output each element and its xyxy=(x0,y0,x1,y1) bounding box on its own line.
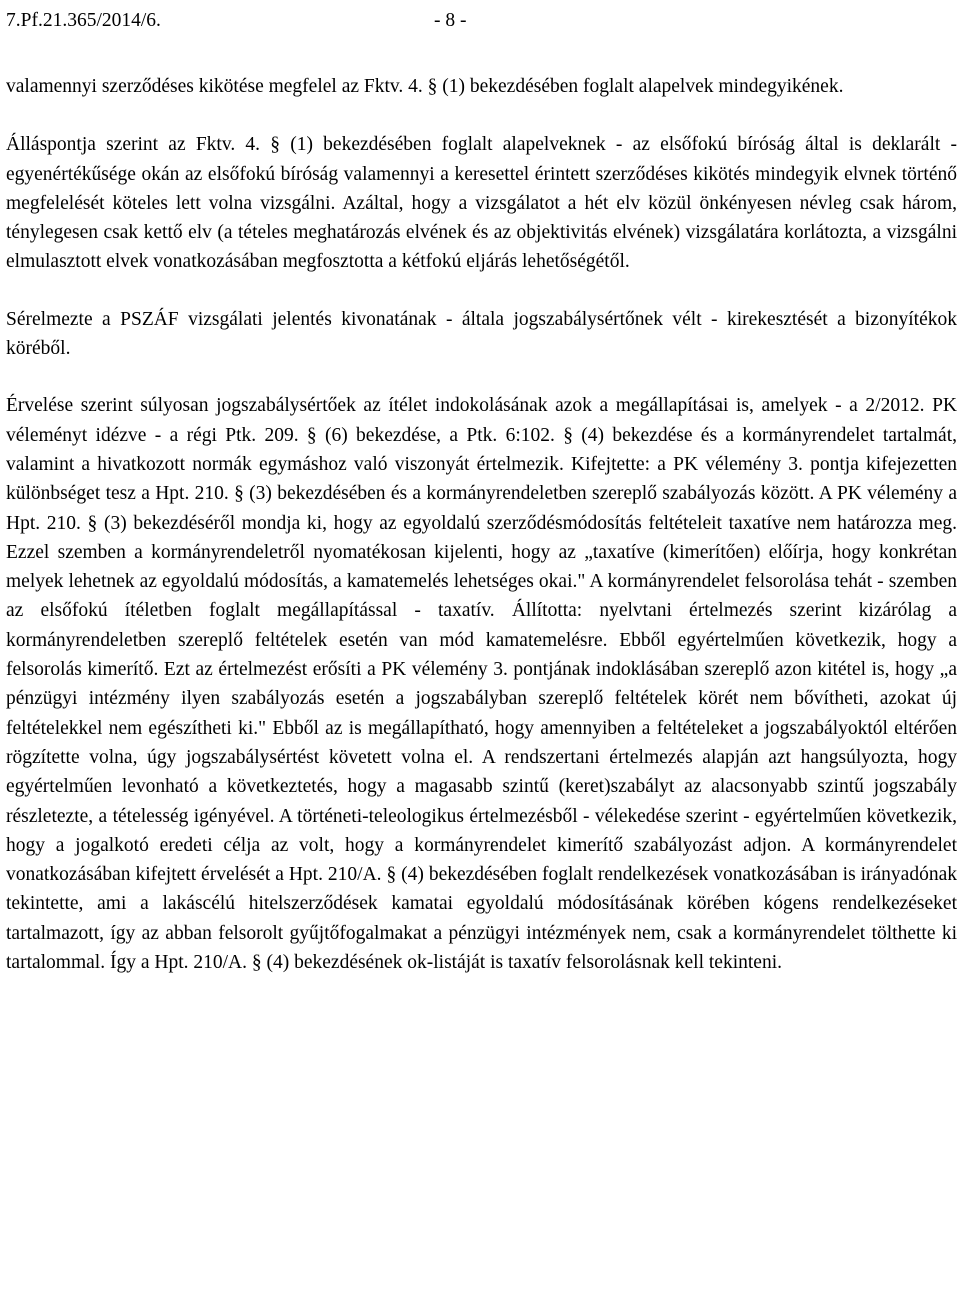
page-header xyxy=(6,0,957,42)
paragraph-4: Érvelése szerint súlyosan jogszabálysértőek az ítélet indokolásának azok a megállapításai is, amelyek - a 2/2012. PK véleményt idézve - a régi Ptk. 209. § (6) bekezdése, a Ptk. 6:102. § (4) bekezdése és a kormányrendelet tartalmát, valamint a hivatkozott normák egymáshoz való viszonyát értelmezik. Kifejtette: a PK vélemény 3. pontja kifejezetten különbséget tesz a Hpt. 210. § (3) bekezdésében és a kormányrendeletben szereplő szabályozás között. A PK vélemény a Hpt. 210. § (3) bekezdéséről mondja ki, hogy az egyoldalú szerződésmódosítás feltételeit taxatíve nem határozza meg. Ezzel szemben a kormányrendeletről nyomatékosan kijelenti, hogy az „taxatíve (kimerítően) előírja, hogy konkrétan melyek lehetnek az egyoldalú módosítás, a kamatemelés lehetséges okai." A kormányrendelet felsorolása tehát - szemben az elsőfokú ítéletben foglalt megállapítással - taxatív. Állította: nyelvtani értelmezés szerint kizárólag a kormányrendeletben szereplő feltételek esetén van mód kamatemelésre. Ebből egyértelműen következik, hogy a felsorolás kimerítő. Ezt az értelmezést erősíti a PK vélemény 3. pontjának indoklásában szereplő azon kitétel is, hogy „a pénzügyi intézmény ilyen szabályozás esetén a jogszabályban szereplő feltételek körét nem bővítheti, azokat új feltételekkel nem egészítheti ki." Ebből az is megállapítható, hogy amennyiben a feltételeket a jogszabályoktól eltérően rögzítette volna, úgy jogszabálysértést követett volna el. A rendszertani értelmezés alapján azt hangsúlyozta, hogy egyértelműen levonható a következtetés, hogy a magasabb szintű (keret)szabályt az alacsonyabb szintű jogszabály részletezte, a tételesség igényével. A történeti-teleologikus értelmezésből - vélekedése szerint - egyértelműen következik, hogy a jogalkotó eredeti célja az volt, hogy a kormányrendelet kimerítő szabályozást adjon. A kormányrendelet vonatkozásában kifejtett érvelését a Hpt. 210/A. § (4) bekezdésében foglalt rendelkezések vonatkozásában is irányadónak tekintette, ami a lakáscélú hitelszerződések kamatai egyoldalú módosításának körében kógens rendelkezéseket tartalmazott, így az abban felsorolt gyűjtőfogalmakat a pénzügyi intézmények nem, csak a kormányrendelet tölthette ki tartalommal. Így a Hpt. 210/A. § (4) bekezdésének ok-listáját is taxatív felsorolásnak kell tekinteni. xyxy=(6,395,957,974)
page-number: - 8 - xyxy=(434,10,467,31)
paragraph-1: valamennyi szerződéses kikötése megfelel az Fktv. 4. § (1) bekezdésében foglalt alapelvek mindegyikének. xyxy=(6,76,844,97)
paragraph-2: Álláspontja szerint az Fktv. 4. § (1) bekezdésében foglalt alapelveknek - az elsőfokú bíróság által is deklarált - egyenértékűsége okán az elsőfokú bíróság valamennyi a keresettel érintett szerződéses kikötés mindegyik elvnek történő megfelelését köteles lett volna vizsgálni. Azáltal, hogy a vizsgálatot a hét elv közül önkényesen névleg csak három, ténylegesen csak kettő elv (a tételes meghatározás elvének és az objektivitás elvének) vizsgálatára korlátozta, a vizsgálni elmulasztott elvek vonatkozásában megfosztotta a kétfokú eljárás lehetőségétől. xyxy=(6,134,957,273)
paragraph-3: Sérelmezte a PSZÁF vizsgálati jelentés kivonatának - általa jogszabálysértőnek vélt - kirekesztését a bizonyítékok köréből. xyxy=(6,308,957,360)
document-page xyxy=(6,0,957,977)
case-reference: 7.Pf.21.365/2014/6. xyxy=(6,10,161,31)
